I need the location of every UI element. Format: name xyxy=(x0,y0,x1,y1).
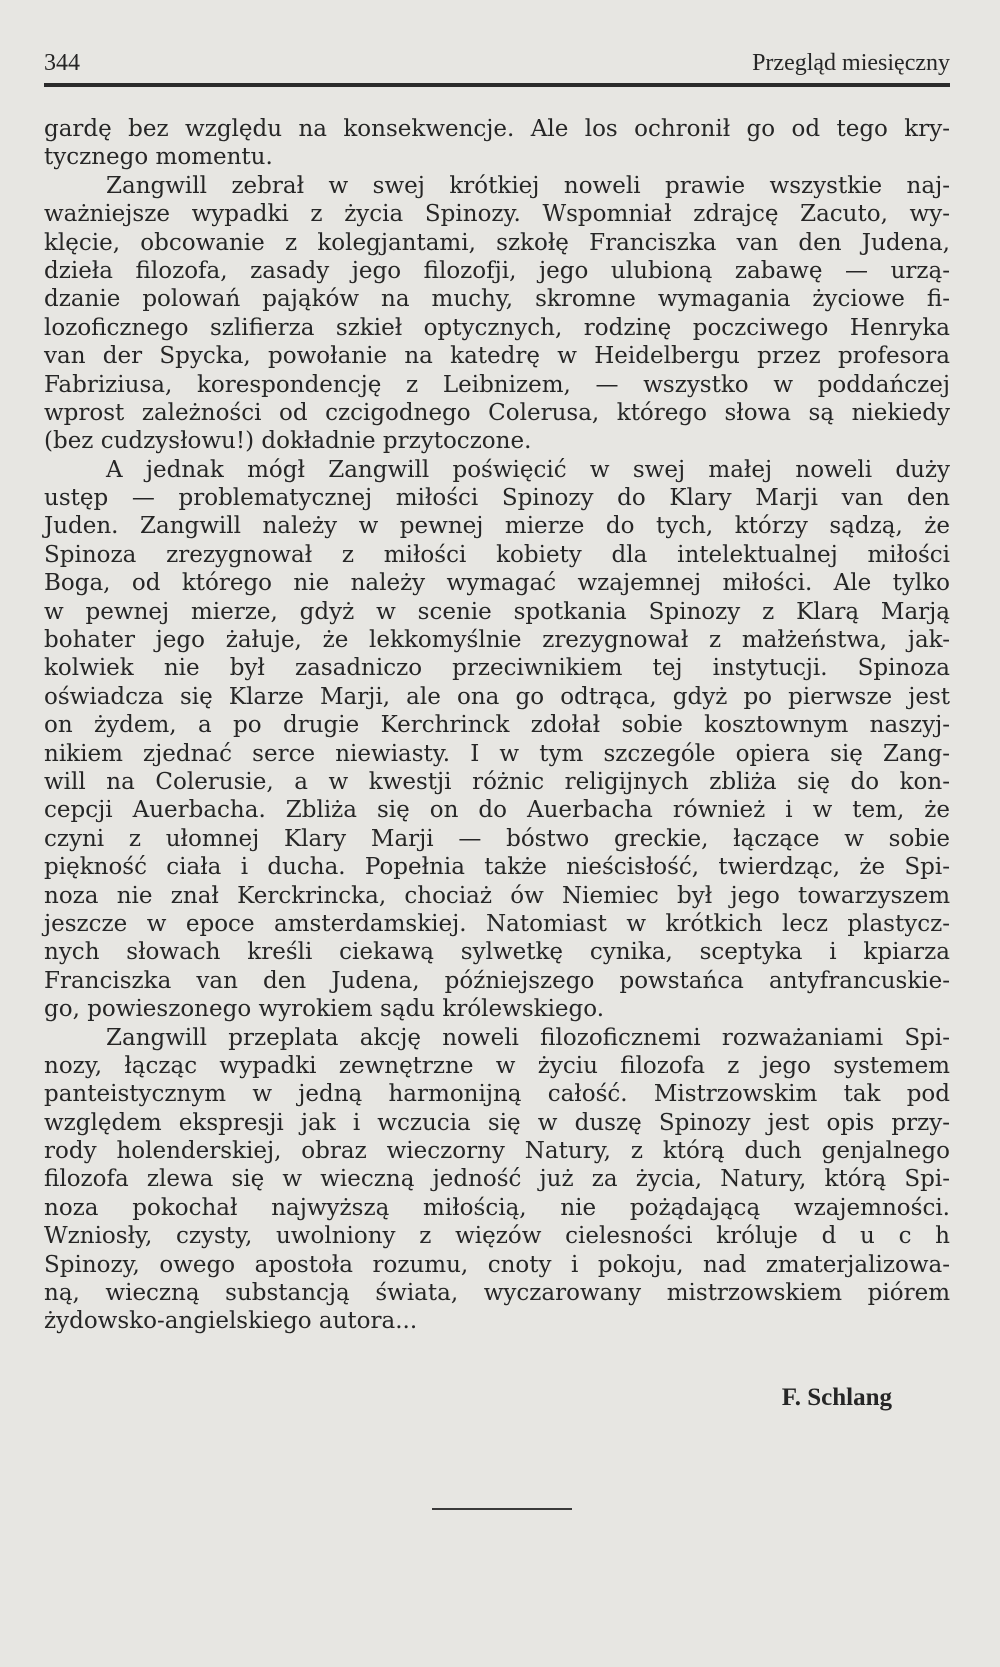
text-line: Boga, od którego nie należy wymagać wzajemnej miłości. Ale tylko xyxy=(44,570,950,597)
text-line: kolwiek nie był zasadniczo przeciwnikiem tej instytucji. Spinoza xyxy=(44,655,950,682)
article-body xyxy=(44,115,950,1336)
text-line: panteistycznym w jedną harmonijną całość. Mistrzowskim tak pod xyxy=(44,1081,950,1108)
text-line: ważniejsze wypadki z życia Spinozy. Wspomniał zdrajcę Zacuto, wy- xyxy=(44,201,950,228)
text-line: wprost zależności od czcigodnego Colerusa, którego słowa są niekiedy xyxy=(44,399,950,426)
text-line: tycznego momentu. xyxy=(44,144,273,171)
text-line: lozoficznego szlifierza szkieł optycznych, rodzinę poczciwego Henryka xyxy=(44,314,950,341)
text-line: noza pokochał najwyższą miłością, nie pożądającą wzajemności. xyxy=(44,1194,950,1221)
text-line: van der Spycka, powołanie na katedrę w Heidelbergu przez profesora xyxy=(44,343,950,370)
text-line: Juden. Zangwill należy w pewnej mierze do tych, którzy sądzą, że xyxy=(44,513,950,540)
text-line: czyni z ułomnej Klary Marji — bóstwo greckie, łączące w sobie xyxy=(44,825,950,852)
text-line: bohater jego żałuje, że lekkomyślnie zrezygnował z małżeństwa, jak- xyxy=(44,627,950,654)
text-line: względem ekspresji jak i wczucia się w duszę Spinozy jest opis przy- xyxy=(44,1109,950,1136)
text-line: klęcie, obcowanie z kolegjantami, szkołę Franciszka van den Judena, xyxy=(44,229,950,256)
text-line: dzanie polowań pająków na muchy, skromne wymagania życiowe fi- xyxy=(44,286,950,313)
text-line: rody holenderskiej, obraz wieczorny Natury, z którą duch genjalnego xyxy=(44,1138,950,1165)
text-line: ustęp — problematycznej miłości Spinozy do Klary Marji van den xyxy=(44,485,950,512)
text-line: Zangwill zebrał w swej krótkiej noweli prawie wszystkie naj- xyxy=(106,172,950,199)
text-line: w pewnej mierze, gdyż w scenie spotkania Spinozy z Klarą Marją xyxy=(44,598,950,625)
text-line: filozofa zlewa się w wieczną jedność już za życia, Natury, którą Spi- xyxy=(44,1166,950,1193)
text-line: Spinoza zrezygnował z miłości kobiety dla intelektualnej miłości xyxy=(44,541,950,568)
text-line: ną, wieczną substancją świata, wyczarowany mistrzowskiem piórem xyxy=(44,1280,950,1307)
text-line: jeszcze w epoce amsterdamskiej. Natomiast w krótkich lecz plastycz- xyxy=(44,910,950,937)
end-rule xyxy=(432,1508,572,1510)
running-header xyxy=(44,50,950,82)
text-line: Wzniosły, czysty, uwolniony z więzów cielesności króluje d u c h xyxy=(44,1223,950,1250)
text-line: piękność ciała i ducha. Popełnia także nieścisłość, twierdząc, że Spi- xyxy=(44,854,950,881)
text-line: Zangwill przeplata akcję noweli filozoficznemi rozważaniami Spi- xyxy=(106,1024,950,1051)
text-line: (bez cudzysłowu!) dokładnie przytoczone. xyxy=(44,428,532,455)
author-signature: F. Schlang xyxy=(781,1384,892,1411)
journal-title: Przegląd miesięczny xyxy=(752,50,950,76)
text-line: żydowsko-angielskiego autora... xyxy=(44,1308,418,1335)
text-line: nych słowach kreśli ciekawą sylwetkę cynika, sceptyka i kpiarza xyxy=(44,939,950,966)
text-line: Spinozy, owego apostoła rozumu, cnoty i pokoju, nad zmaterjalizowa- xyxy=(44,1251,950,1278)
text-line: noza nie znał Kerckrincka, chociaż ów Niemiec był jego towarzyszem xyxy=(44,882,950,909)
text-line: cepcji Auerbacha. Zbliża się on do Auerbacha również i w tem, że xyxy=(44,797,950,824)
text-line: Fabriziusa, korespondencję z Leibnizem, — wszystko w poddańczej xyxy=(44,371,950,398)
text-line: go, powieszonego wyrokiem sądu królewskiego. xyxy=(44,996,605,1023)
text-line: nikiem zjednać serce niewiasty. I w tym szczególe opiera się Zang- xyxy=(44,740,950,767)
text-line: oświadcza się Klarze Marji, ale ona go odtrąca, gdyż po pierwsze jest xyxy=(44,683,950,710)
text-line: Franciszka van den Judena, późniejszego powstańca antyfrancuskie- xyxy=(44,967,950,994)
text-line: gardę bez względu na konsekwencje. Ale los ochronił go od tego kry- xyxy=(44,116,950,142)
text-line: dzieła filozofa, zasady jego filozofji, jego ulubioną zabawę — urzą- xyxy=(44,257,950,284)
text-line: A jednak mógł Zangwill poświęcić w swej małej noweli duży xyxy=(106,456,950,483)
text-line: will na Colerusie, a w kwestji różnic religijnych zbliża się do kon- xyxy=(44,768,950,795)
text-line: on żydem, a po drugie Kerchrinck zdołał sobie kosztownym naszyj- xyxy=(44,712,950,739)
text-line: nozy, łącząc wypadki zewnętrzne w życiu filozofa z jego systemem xyxy=(44,1052,950,1079)
page-number: 344 xyxy=(44,50,80,76)
header-rule xyxy=(44,83,950,87)
